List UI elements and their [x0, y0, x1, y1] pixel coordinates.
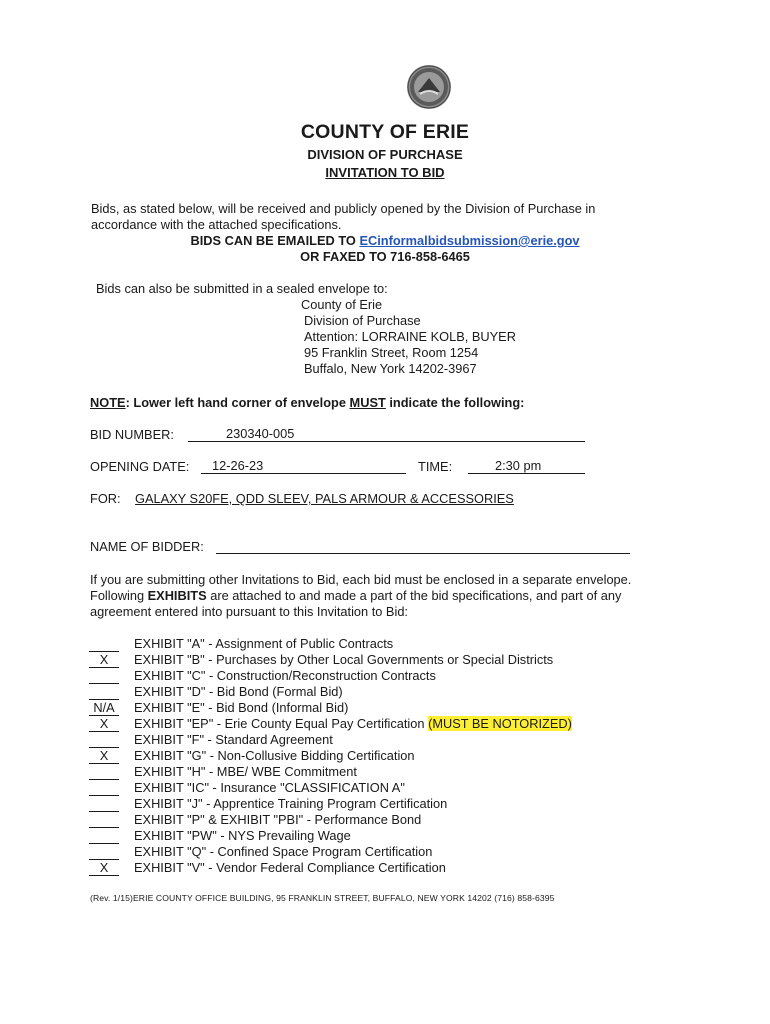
address-line: Division of Purchase — [304, 313, 421, 328]
fax-line: OR FAXED TO 716-858-6465 — [300, 249, 470, 264]
county-seal-icon — [406, 64, 452, 110]
page-title: COUNTY OF ERIE — [300, 121, 470, 143]
note-must: MUST — [349, 395, 386, 410]
exhibit-mark — [89, 780, 119, 796]
bid-number-value: 230340-005 — [226, 426, 295, 441]
exhibit-item — [134, 684, 343, 700]
exhibit-item — [134, 764, 357, 780]
exhibit-text: EXHIBIT "G" - Non-Collusive Bidding Certification — [134, 748, 415, 763]
email-link[interactable]: ECinformalbidsubmission@erie.gov — [359, 233, 580, 248]
exhibit-mark — [89, 684, 119, 700]
exhibit-text: EXHIBIT "Q" - Confined Space Program Certification — [134, 844, 433, 859]
exhibit-mark — [89, 812, 119, 828]
exhibit-item — [134, 700, 348, 716]
instructions-line-3: agreement entered into pursuant to this Invitation to Bid: — [90, 604, 408, 619]
opening-date-value: 12-26-23 — [212, 458, 264, 473]
exhibit-text: EXHIBIT "D" - Bid Bond (Formal Bid) — [134, 684, 343, 699]
exhibit-mark: X — [89, 652, 119, 668]
note-label: NOTE — [90, 395, 126, 410]
exhibit-text: EXHIBIT "V" - Vendor Federal Compliance Certification — [134, 860, 446, 875]
email-line — [0, 233, 770, 249]
instructions-line-1: If you are submitting other Invitations to Bid, each bid must be enclosed in a separate envelope. — [90, 572, 632, 587]
footer-address: (Rev. 1/15)ERIE COUNTY OFFICE BUILDING, 95 FRANKLIN STREET, BUFFALO, NEW YORK 14202 (716) 858-6395 — [90, 893, 555, 903]
exhibit-mark: X — [89, 716, 119, 732]
exhibit-mark — [89, 796, 119, 812]
exhibit-text: EXHIBIT "H" - MBE/ WBE Commitment — [134, 764, 357, 779]
exhibit-item — [134, 652, 553, 668]
address-line: 95 Franklin Street, Room 1254 — [304, 345, 479, 360]
division-heading: DIVISION OF PURCHASE — [307, 147, 463, 162]
intro-line-2: accordance with the attached specifications. — [91, 217, 342, 232]
exhibit-item — [134, 844, 432, 860]
exhibit-mark — [89, 636, 119, 652]
exhibit-text: EXHIBIT "F" - Standard Agreement — [134, 732, 333, 747]
bidder-label: NAME OF BIDDER: — [90, 539, 204, 554]
exhibit-text: EXHIBIT "C" - Construction/Reconstruction Contracts — [134, 668, 436, 683]
time-value: 2:30 pm — [495, 458, 542, 473]
exhibit-text: EXHIBIT "P" & EXHIBIT "PBI" - Performance Bond — [134, 812, 422, 827]
for-label: FOR: — [90, 491, 121, 506]
exhibit-mark: N/A — [89, 700, 119, 716]
exhibit-mark — [89, 732, 119, 748]
exhibit-text: EXHIBIT "E" - Bid Bond (Informal Bid) — [134, 700, 349, 715]
exhibit-mark: X — [89, 748, 119, 764]
exhibit-item — [134, 860, 446, 876]
exhibit-mark — [89, 844, 119, 860]
exhibit-text: EXHIBIT "PW" - NYS Prevailing Wage — [134, 828, 351, 843]
address-line: Attention: LORRAINE KOLB, BUYER — [304, 329, 516, 344]
exhibit-item — [134, 812, 421, 828]
for-value: GALAXY S20FE, QDD SLEEV, PALS ARMOUR & ACCESSORIES — [135, 491, 514, 506]
exhibit-item — [134, 748, 415, 764]
exhibit-item — [134, 828, 351, 844]
mail-intro: Bids can also be submitted in a sealed envelope to: — [96, 281, 388, 296]
intro-line-1: Bids, as stated below, will be received and publicly opened by the Division of Purchase in — [91, 201, 596, 216]
exhibit-mark: X — [89, 860, 119, 876]
exhibit-item — [134, 780, 405, 796]
bid-number-label: BID NUMBER: — [90, 427, 174, 442]
exhibit-text: EXHIBIT "EP" - Erie County Equal Pay Certification — [134, 716, 429, 731]
exhibit-text: EXHIBIT "J" - Apprentice Training Program Certification — [134, 796, 448, 811]
exhibits-keyword: EXHIBITS — [147, 588, 207, 603]
instructions-text: Following — [90, 588, 148, 603]
exhibit-item — [134, 668, 436, 684]
exhibit-mark — [89, 828, 119, 844]
exhibit-item — [134, 636, 393, 652]
email-prefix: BIDS CAN BE EMAILED TO — [190, 233, 360, 248]
exhibit-mark — [89, 668, 119, 684]
document-type-heading: INVITATION TO BID — [325, 165, 445, 180]
exhibit-text: EXHIBIT "A" - Assignment of Public Contracts — [134, 636, 394, 651]
exhibit-text: EXHIBIT "IC" - Insurance "CLASSIFICATION A" — [134, 780, 405, 795]
opening-date-label: OPENING DATE: — [90, 459, 190, 474]
note-line — [90, 395, 524, 411]
instructions-line-2 — [90, 588, 621, 604]
exhibit-item — [134, 796, 447, 812]
exhibit-item — [134, 716, 572, 732]
exhibit-text: EXHIBIT "B" - Purchases by Other Local Governments or Special Districts — [134, 652, 554, 667]
bidder-name-field — [216, 553, 630, 554]
note-text-a: : Lower left hand corner of envelope — [125, 395, 350, 410]
time-label: TIME: — [418, 459, 453, 474]
notarized-highlight: (MUST BE NOTORIZED) — [428, 716, 572, 731]
note-text-b: indicate the following: — [385, 395, 525, 410]
exhibit-mark — [89, 764, 119, 780]
instructions-text: are attached to and made a part of the bid specifications, and part of any — [206, 588, 622, 603]
address-line: Buffalo, New York 14202-3967 — [304, 361, 477, 376]
address-line: County of Erie — [301, 297, 383, 312]
exhibit-item — [134, 732, 333, 748]
